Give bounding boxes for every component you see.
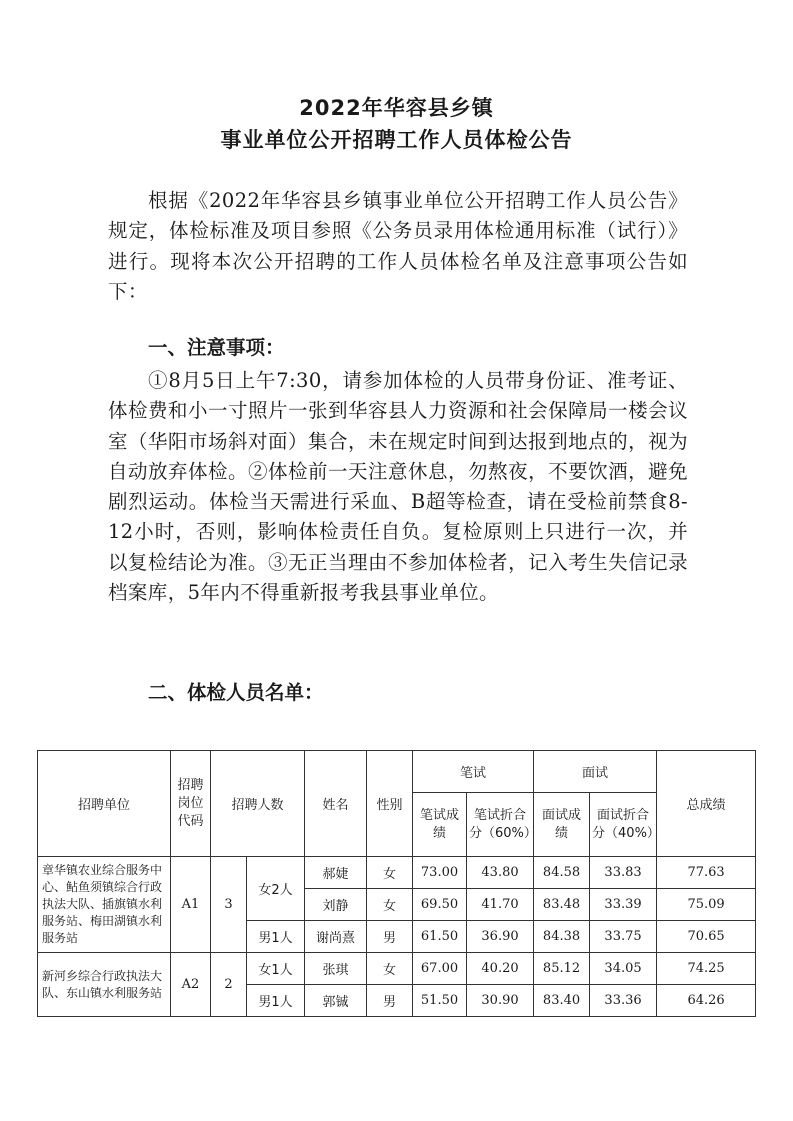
unit-cell: 章华镇农业综合服务中心、鲇鱼须镇综合行政执法大队、插旗镇水利服务站、梅田湖镇水利服务站 [38, 857, 171, 953]
subgroup-label: 男1人 [247, 921, 305, 953]
header-written-weighted: 笔试折合分（60%） [467, 793, 534, 857]
title-line-2: 事业单位公开招聘工作人员体检公告 [220, 128, 573, 152]
interview-score-cell: 83.48 [534, 889, 590, 921]
interview-weighted-cell: 33.39 [590, 889, 657, 921]
interview-score-cell: 85.12 [534, 953, 590, 985]
written-weighted-cell: 30.90 [467, 985, 534, 1017]
intro-paragraph: 根据《2022年华容县乡镇事业单位公开招聘工作人员公告》规定，体检标准及项目参照《公务员录用体检通用标准（试行）》进行。现将本次公开招聘的工作人员体检名单及注意事项公告如下： [108, 189, 688, 303]
name-cell: 郭铖 [305, 985, 367, 1017]
header-gender: 性别 [367, 751, 413, 857]
header-written-score: 笔试成绩 [413, 793, 467, 857]
gender-cell: 男 [367, 921, 413, 953]
written-weighted-cell: 36.90 [467, 921, 534, 953]
interview-score-cell: 83.40 [534, 985, 590, 1017]
written-score-cell: 69.50 [413, 889, 467, 921]
written-weighted-cell: 41.70 [467, 889, 534, 921]
name-cell: 张琪 [305, 953, 367, 985]
header-interview: 面试 [534, 751, 657, 793]
code-cell: A1 [171, 857, 211, 953]
name-cell: 谢尚熹 [305, 921, 367, 953]
total-cell: 75.09 [657, 889, 756, 921]
exam-roster-table [37, 750, 756, 1017]
gender-cell: 男 [367, 985, 413, 1017]
subgroup-label: 女2人 [247, 857, 305, 921]
name-cell: 郝婕 [305, 857, 367, 889]
unit-cell: 新河乡综合行政执法大队、东山镇水利服务站 [38, 953, 171, 1017]
written-score-cell: 51.50 [413, 985, 467, 1017]
written-weighted-cell: 40.20 [467, 953, 534, 985]
notice-paragraph: ①8月5日上午7:30，请参加体检的人员带身份证、准考证、体检费和小一寸照片一张到华容县人力资源和社会保障局一楼会议室（华阳市场斜对面）集合，未在规定时间到达报到地点的，视为自动放弃体检。②体检前一天注意休息，勿熬夜，不要饮酒，避免剧烈运动。体检当天需进行采血、B超等检查，请在受检前禁食8-12小时，否则，影响体检责任自负。复检原则上只进行一次，并以复检结论为准。③无正当理由不参加体检者，记入考生失信记录档案库，5年内不得重新报考我县事业单位。 [108, 369, 688, 605]
code-cell: A2 [171, 953, 211, 1017]
total-cell: 74.25 [657, 953, 756, 985]
header-unit: 招聘单位 [38, 751, 171, 857]
interview-score-cell: 84.58 [534, 857, 590, 889]
header-count: 招聘人数 [211, 751, 305, 857]
header-written: 笔试 [413, 751, 534, 793]
interview-weighted-cell: 33.83 [590, 857, 657, 889]
total-cell: 64.26 [657, 985, 756, 1017]
header-total: 总成绩 [657, 751, 756, 857]
subgroup-label: 女1人 [247, 953, 305, 985]
gender-cell: 女 [367, 953, 413, 985]
written-score-cell: 67.00 [413, 953, 467, 985]
written-weighted-cell: 43.80 [467, 857, 534, 889]
gender-cell: 女 [367, 857, 413, 889]
count-cell: 3 [211, 857, 247, 953]
interview-score-cell: 84.38 [534, 921, 590, 953]
subgroup-label: 男1人 [247, 985, 305, 1017]
total-cell: 77.63 [657, 857, 756, 889]
title-line-1: 2022年华容县乡镇 [299, 96, 494, 120]
name-cell: 刘静 [305, 889, 367, 921]
interview-weighted-cell: 34.05 [590, 953, 657, 985]
header-code: 招聘岗位代码 [171, 751, 211, 857]
header-name: 姓名 [305, 751, 367, 857]
interview-weighted-cell: 33.36 [590, 985, 657, 1017]
header-interview-score: 面试成绩 [534, 793, 590, 857]
header-interview-weighted: 面试折合分（40%） [590, 793, 657, 857]
written-score-cell: 61.50 [413, 921, 467, 953]
written-score-cell: 73.00 [413, 857, 467, 889]
gender-cell: 女 [367, 889, 413, 921]
section-1-heading: 一、注意事项： [148, 336, 285, 359]
section-2-heading: 二、体检人员名单： [148, 681, 324, 704]
total-cell: 70.65 [657, 921, 756, 953]
count-cell: 2 [211, 953, 247, 1017]
interview-weighted-cell: 33.75 [590, 921, 657, 953]
